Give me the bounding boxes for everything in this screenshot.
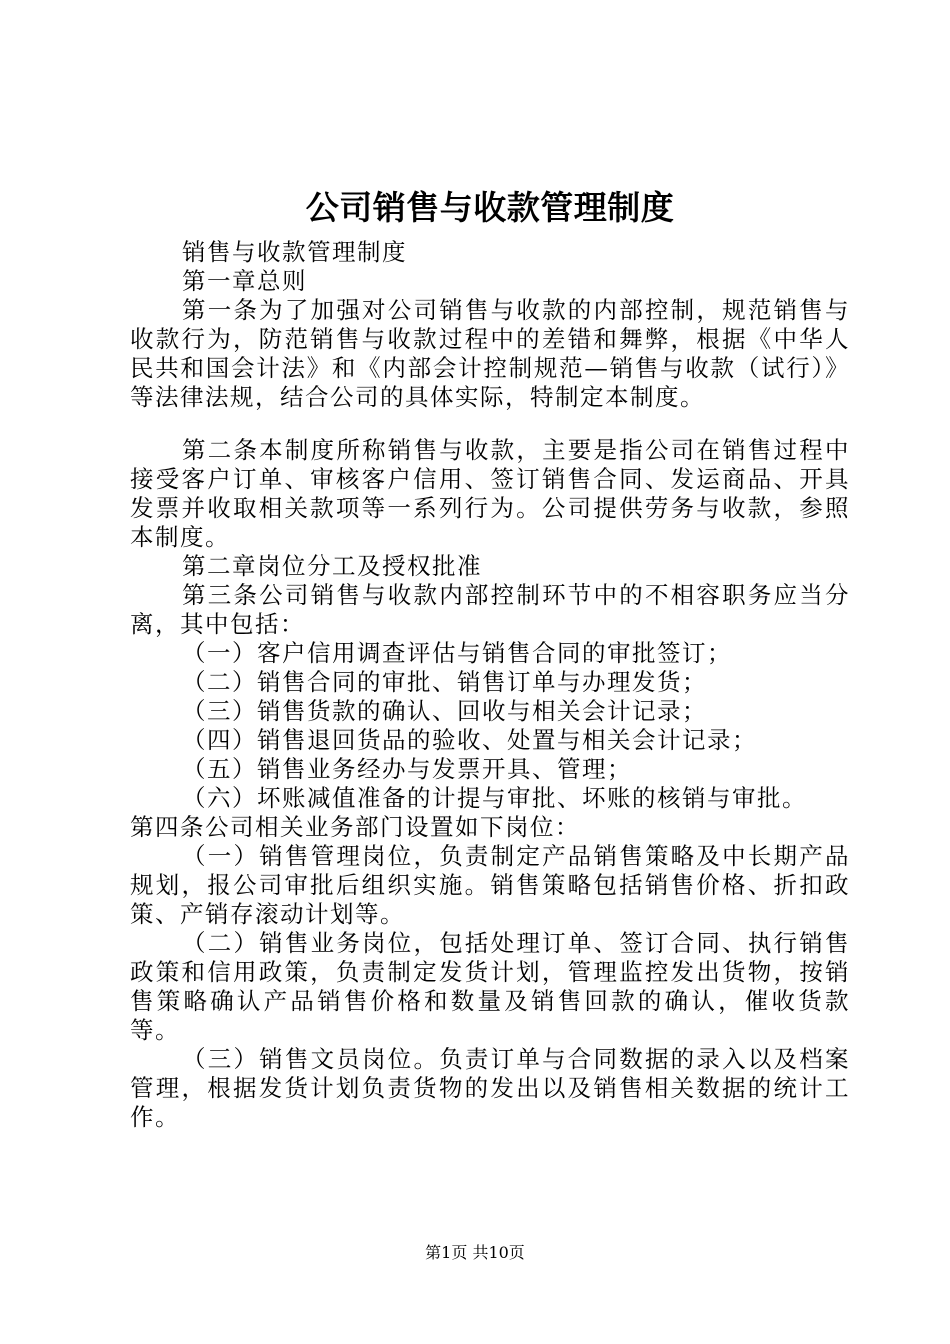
paragraph-subtitle: 销售与收款管理制度	[182, 238, 407, 266]
list-item: （一）客户信用调查评估与销售合同的审批签订；	[182, 639, 732, 667]
paragraph: 第二条本制度所称销售与收款，主要是指公司在销售过程中接受客户订单、审核客户信用、签订销售合同、发运商品、开具发票并收取相关款项等一系列行为。公司提供劳务与收款，参照本制度。	[130, 436, 850, 551]
list-item: （六）坏账减值准备的计提与审批、坏账的核销与审批。	[182, 784, 807, 812]
chapter-heading: 第一章总则	[182, 267, 307, 295]
list-item: （四）销售退回货品的验收、处置与相关会计记录；	[182, 726, 757, 754]
paragraph: 第一条为了加强对公司销售与收款的内部控制，规范销售与收款行为，防范销售与收款过程中的差错和舞弊，根据《中华人民共和国会计法》和《内部会计控制规范—销售与收款（试行）》等法律法规，结合公司的具体实际，特制定本制度。	[130, 296, 850, 411]
list-item: （五）销售业务经办与发票开具、管理；	[182, 755, 632, 783]
list-item: （三）销售货款的确认、回收与相关会计记录；	[182, 697, 707, 725]
paragraph-gap	[130, 412, 850, 436]
list-item: （二）销售合同的审批、销售订单与办理发货；	[182, 668, 707, 696]
paragraph: 第三条公司销售与收款内部控制环节中的不相容职务应当分离，其中包括：	[130, 581, 850, 638]
list-item: （三）销售文员岗位。负责订单与合同数据的录入以及档案管理，根据发货计划负责货物的发出以及销售相关数据的统计工作。	[130, 1045, 850, 1131]
document-title: 公司销售与收款管理制度	[305, 188, 675, 227]
document-body	[130, 182, 850, 1132]
list-item: （二）销售业务岗位，包括处理订单、签订合同、执行销售政策和信用政策，负责制定发货计划，管理监控发出货物，按销售策略确认产品销售价格和数量及销售回款的确认，催收货款等。	[130, 929, 850, 1044]
chapter-heading: 第二章岗位分工及授权批准	[182, 552, 482, 580]
paragraph: 第四条公司相关业务部门设置如下岗位：	[130, 813, 580, 841]
page-number: 第1页 共10页	[425, 1243, 525, 1262]
list-item: （一）销售管理岗位，负责制定产品销售策略及中长期产品规划，报公司审批后组织实施。销售策略包括销售价格、折扣政策、产销存滚动计划等。	[130, 842, 850, 928]
